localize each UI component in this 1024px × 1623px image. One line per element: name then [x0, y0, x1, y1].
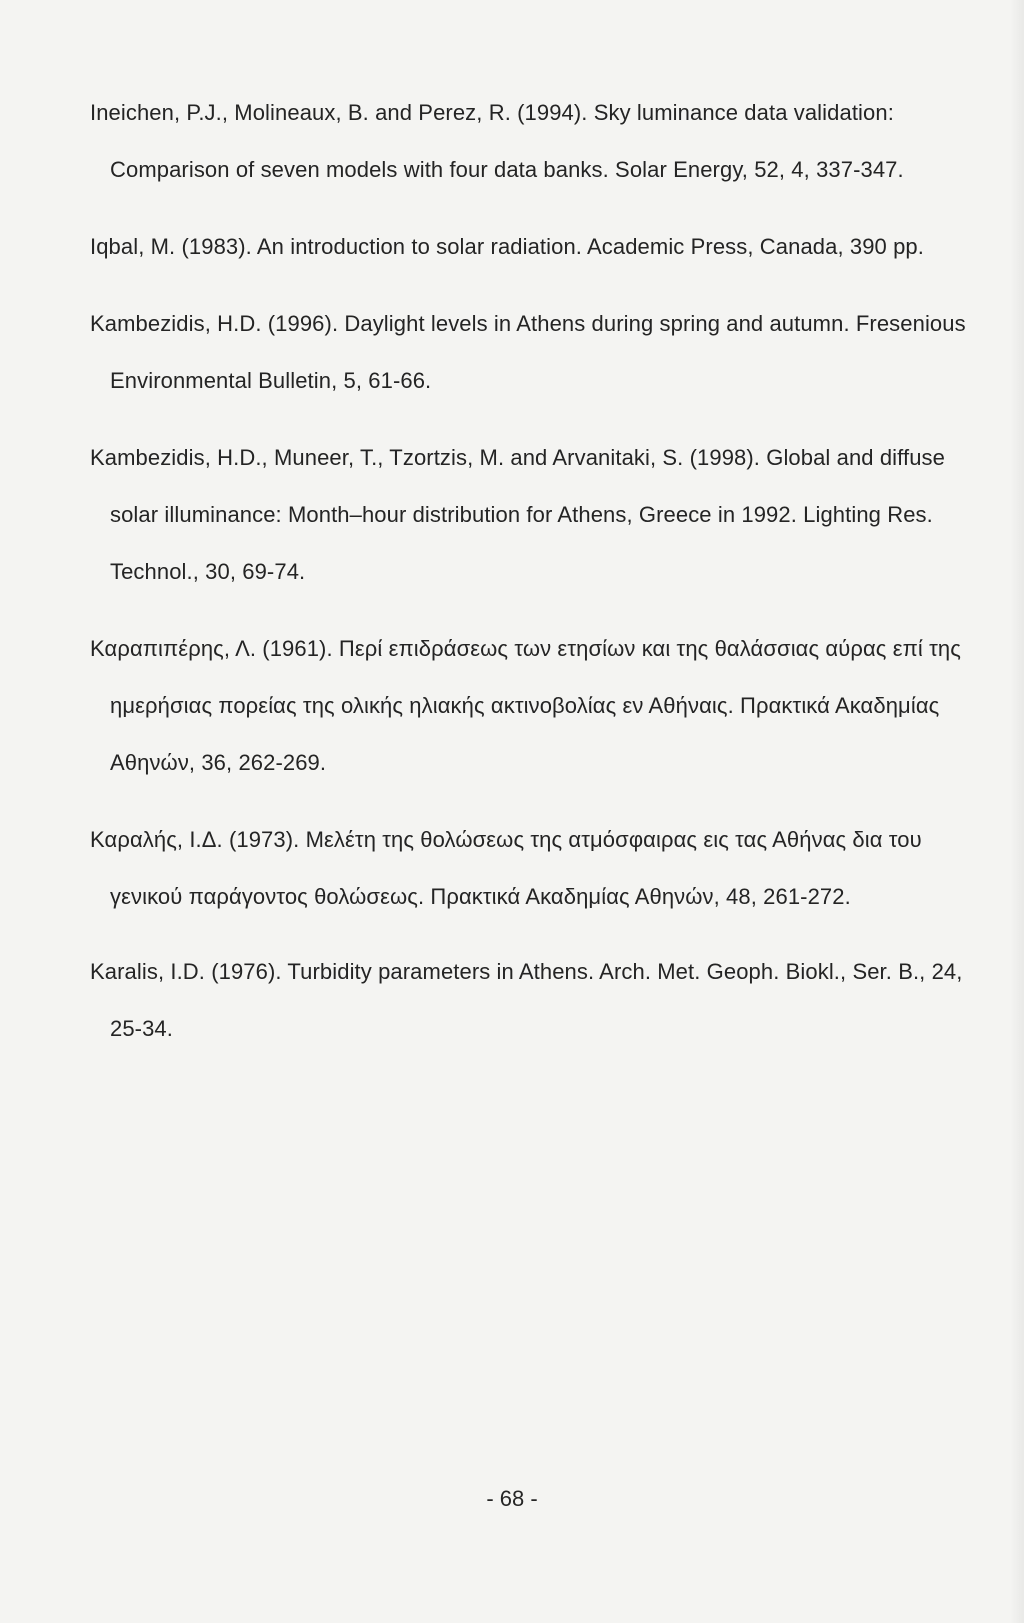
- reference-kambezidis-1996: Kambezidis, H.D. (1996). Daylight levels in Athens during spring and autumn. Fresenious Environmental Bulletin, 5, 61-66.: [90, 311, 966, 393]
- reference-karalis-1976: Karalis, I.D. (1976). Turbidity parameters in Athens. Arch. Met. Geoph. Biokl., Ser. B., 24, 25-34.: [90, 959, 963, 1041]
- page-number: - 68 -: [486, 1486, 538, 1511]
- page-edge-shadow: [1010, 0, 1024, 1623]
- reference-ineichen-1994: Ineichen, P.J., Molineaux, B. and Perez, R. (1994). Sky luminance data validation: Comparison of seven models with four data banks. Solar Energy, 52, 4, 337-347.: [90, 100, 904, 182]
- reference-karalis-1973: Καραλής, Ι.Δ. (1973). Μελέτη της θολώσεως της ατμόσφαιρας εις τας Αθήνας δια του γενικού παράγοντος θολώσεως. Πρακτικά Ακαδημίας Αθηνών, 48, 261-272.: [90, 827, 922, 909]
- reference-karapiperis-1961: Καραπιπέρης, Λ. (1961). Περί επιδράσεως των ετησίων και της θαλάσσιας αύρας επί της ημερήσιας πορείας της ολικής ηλιακής ακτινοβολίας εν Αθήναις. Πρακτικά Ακαδημίας Αθηνών, 36, 262-269.: [90, 636, 961, 775]
- reference-kambezidis-1998: Kambezidis, H.D., Muneer, T., Tzortzis, M. and Arvanitaki, S. (1998). Global and diffuse solar illuminance: Month–hour distribution for Athens, Greece in 1992. Lighting Res. Technol., 30, 69-74.: [90, 445, 945, 584]
- reference-list: [90, 84, 980, 1057]
- reference-iqbal-1983: Iqbal, M. (1983). An introduction to solar radiation. Academic Press, Canada, 390 pp.: [90, 234, 924, 259]
